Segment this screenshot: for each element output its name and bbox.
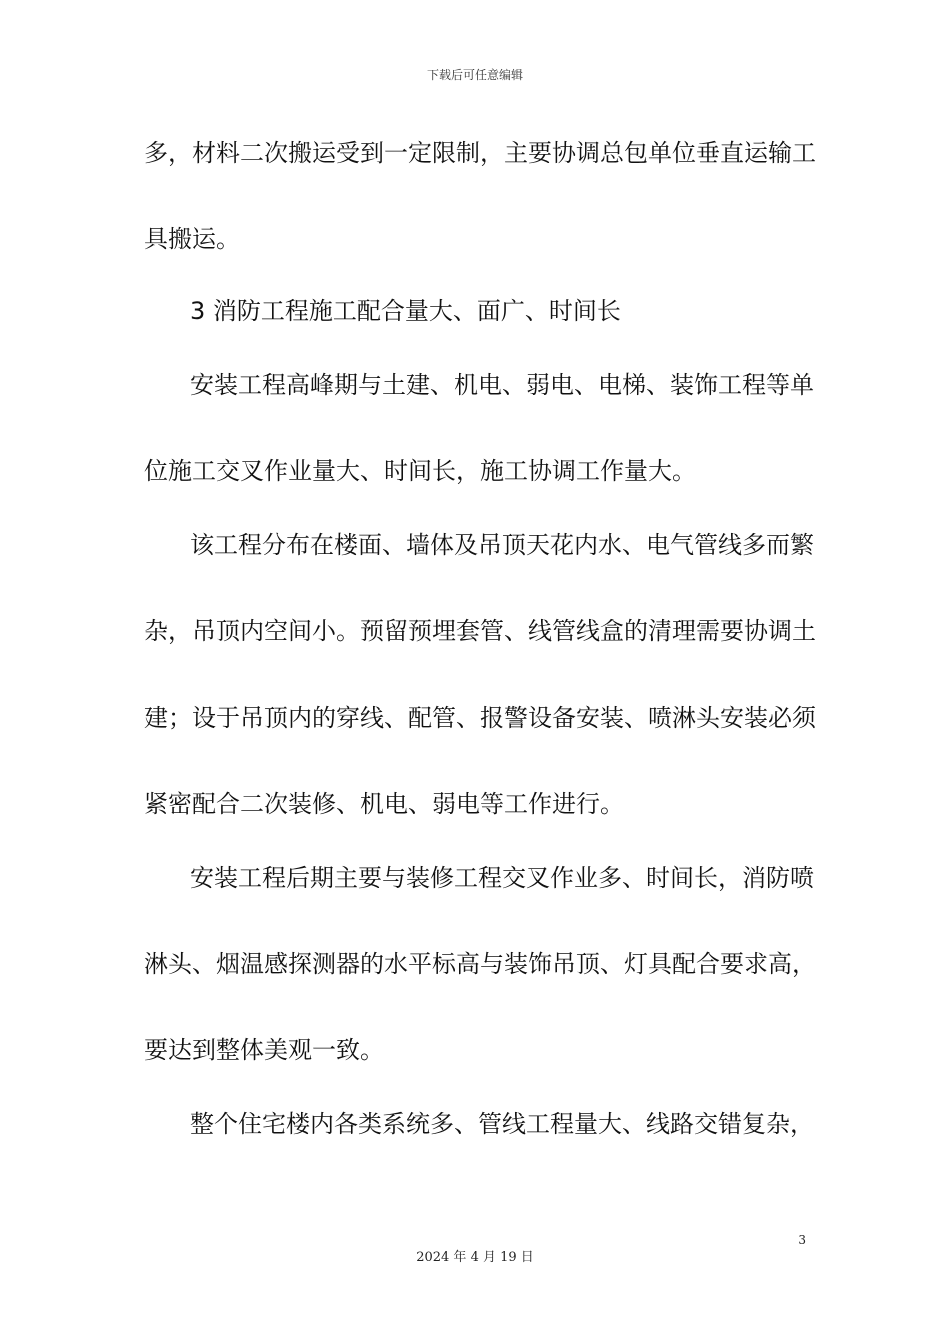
body-line: 要达到整体美观一致。 (144, 1036, 384, 1064)
section-heading: 3 消防工程施工配合量大、面广、时间长 (190, 297, 621, 325)
body-line: 安装工程后期主要与装修工程交叉作业多、时间长，消防喷 (190, 864, 814, 892)
page-number: 3 (798, 1233, 806, 1247)
body-line: 该工程分布在楼面、墙体及吊顶天花内水、电气管线多而繁 (190, 531, 814, 559)
body-line: 杂，吊顶内空间小。预留预埋套管、线管线盒的清理需要协调土 (144, 617, 816, 645)
body-line: 紧密配合二次装修、机电、弱电等工作进行。 (144, 790, 624, 818)
body-line: 具搬运。 (144, 225, 240, 253)
body-line: 建；设于吊顶内的穿线、配管、报警设备安装、喷淋头安装必须 (144, 704, 816, 732)
body-line: 位施工交叉作业量大、时间长，施工协调工作量大。 (144, 457, 696, 485)
body-line: 整个住宅楼内各类系统多、管线工程量大、线路交错复杂， (190, 1110, 814, 1138)
body-line: 淋头、烟温感探测器的水平标高与装饰吊顶、灯具配合要求高， (144, 950, 816, 978)
page-header: 下载后可任意编辑 (426, 68, 523, 82)
body-line: 多，材料二次搬运受到一定限制，主要协调总包单位垂直运输工 (144, 139, 816, 167)
page-footer-date: 2024 年 4 月 19 日 (416, 1250, 534, 1265)
body-line: 安装工程高峰期与土建、机电、弱电、电梯、装饰工程等单 (190, 371, 814, 399)
